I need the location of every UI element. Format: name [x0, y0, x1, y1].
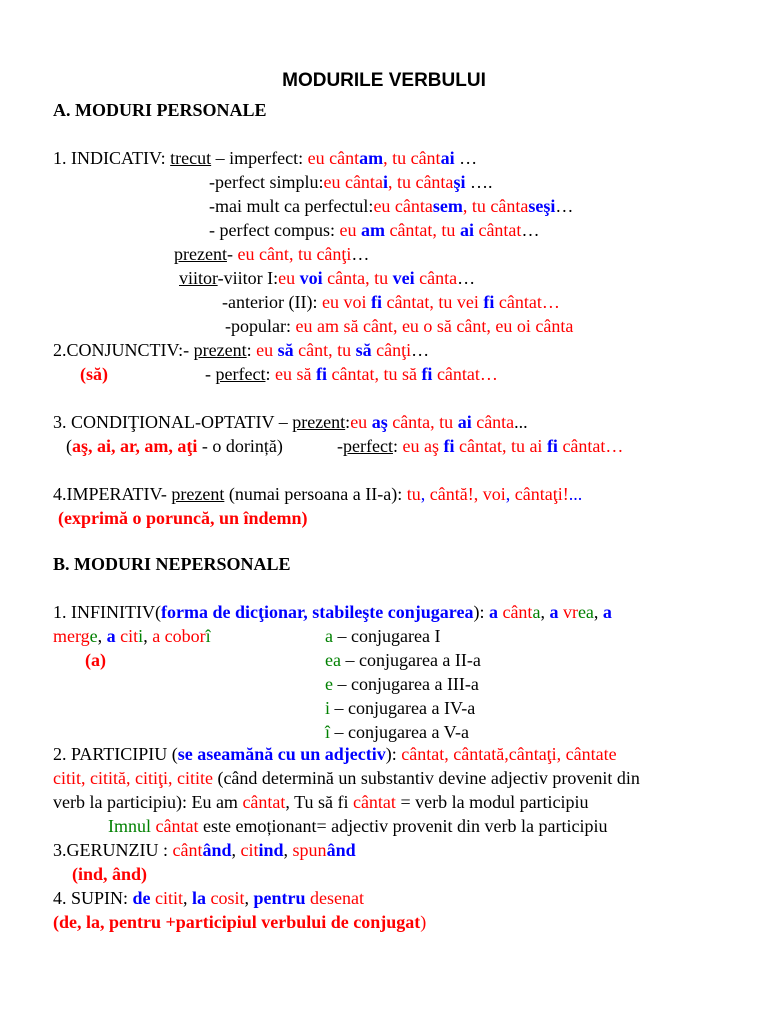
text-run: cântat [242, 792, 286, 812]
text-run: eu am să cânt, eu o să cânt, eu oi cânta [295, 316, 574, 336]
text-run: spun [292, 840, 327, 860]
text-run: e [89, 626, 98, 646]
conjunctiv-perfect-line [205, 363, 498, 385]
text-run: (de, la, pentru +participiul verbului de conjugat [53, 912, 421, 932]
text-run: să [355, 340, 372, 360]
text-run: – conjugarea a II-a [340, 650, 481, 670]
text-run: eu cânta [373, 196, 433, 216]
text-run: … [457, 268, 476, 288]
infinitiv-marker [85, 649, 106, 671]
participiu-line-1 [53, 743, 617, 765]
text-run: ... [568, 484, 583, 504]
text-run: 1. INDICATIV: [53, 148, 171, 168]
indicativ-perfect-simplu-line [209, 171, 492, 193]
text-run: a cobor [152, 626, 206, 646]
text-run: trecut [170, 148, 212, 168]
text-run: eu [339, 220, 361, 240]
text-run: î [325, 722, 331, 742]
text-run: cântat, tu [384, 220, 460, 240]
text-run: aş [371, 412, 388, 432]
text-run: (numai persoana a II-a): [224, 484, 407, 504]
text-run: vr [558, 602, 578, 622]
text-run: - [226, 244, 238, 264]
text-run: -viitor I: [217, 268, 279, 288]
text-run: – conjugarea a IV-a [330, 698, 476, 718]
text-run: ând [326, 840, 356, 860]
text-run: , [283, 840, 293, 860]
indicativ-mai-mult-ca-perfectul-line [209, 195, 573, 217]
text-run: a [602, 602, 612, 622]
gerunziu-marker [72, 863, 147, 885]
text-run: … [555, 196, 574, 216]
text-run: 2.CONJUNCTIV:- [53, 340, 194, 360]
text-run: a [549, 602, 559, 622]
text-run: = verb la modul participiu [395, 792, 589, 812]
text-run: cântat, cântată,cântaţi, cântate [401, 744, 617, 764]
text-run: ai [459, 220, 474, 240]
text-run: eu cânta [323, 172, 383, 192]
text-run: -anterior (II): [222, 292, 322, 312]
text-run: ): [385, 744, 402, 764]
text-run: (când determină un substantiv devine adjectiv provenit din [212, 768, 640, 788]
text-run: … [411, 340, 430, 360]
text-run: -mai mult ca perfectul: [209, 196, 374, 216]
conjugare-iv-line [325, 697, 475, 719]
text-run: se aseamănă cu un adjectiv [177, 744, 386, 764]
text-run: e [325, 674, 333, 694]
text-run: ea [577, 602, 594, 622]
text-run: (exprimă o poruncă, un îndemn) [58, 508, 308, 528]
text-run: , [143, 626, 153, 646]
text-run: : [265, 364, 275, 384]
text-run: citit [150, 888, 184, 908]
infinitiv-line-1 [53, 601, 612, 623]
text-run: tu [406, 484, 421, 504]
infinitiv-line-2 [53, 625, 211, 647]
conjunctiv-marker [80, 363, 108, 385]
text-run: (să) [80, 364, 108, 384]
text-run: cânt [497, 602, 533, 622]
text-run: de [132, 888, 151, 908]
text-run: seşi [528, 196, 556, 216]
text-run: … [521, 220, 540, 240]
text-run: cântat… [557, 436, 624, 456]
text-run: 4.IMPERATIV- [53, 484, 172, 504]
text-run: cânt, tu [293, 340, 356, 360]
text-run: eu cânt [307, 148, 360, 168]
text-run: ând [202, 840, 232, 860]
participiu-line-4 [108, 815, 608, 837]
indicativ-viitor-popular-line [225, 315, 573, 337]
text-run: ... [514, 412, 528, 432]
indicativ-imperfect-line [53, 147, 477, 169]
text-run: cântat [473, 220, 522, 240]
text-run: i [382, 172, 388, 192]
text-run: să [277, 340, 294, 360]
text-run: cântat… [432, 364, 498, 384]
text-run: cântă!, voi [425, 484, 506, 504]
text-run: eu [256, 340, 278, 360]
text-run: am [360, 220, 385, 240]
supin-note [53, 911, 426, 933]
text-run: fi [421, 364, 433, 384]
text-run: pentru [253, 888, 306, 908]
text-run: -popular: [225, 316, 296, 336]
text-run: cântat [352, 792, 396, 812]
text-run: , [505, 484, 511, 504]
text-run: prezent [171, 484, 225, 504]
text-run: este emoționant= adjectiv provenit din verb la participiu [198, 816, 608, 836]
text-run: - [337, 436, 343, 456]
text-run: cântat, tu să [326, 364, 422, 384]
text-run: (a) [85, 650, 106, 670]
text-run: î [205, 626, 211, 646]
text-run: cânta [471, 412, 515, 432]
text-run: şi [453, 172, 466, 192]
indicativ-viitor-anterior-line [222, 291, 560, 313]
text-run: A. MODURI PERSONALE [53, 100, 267, 120]
text-run: eu voi [321, 292, 371, 312]
section-heading-moduri-nepersonale [53, 553, 291, 575]
text-run: ( [66, 436, 72, 456]
supin-line [53, 887, 364, 909]
conditional-optativ-prezent-line [53, 411, 528, 433]
page-title: MODURILE VERBULUI [282, 70, 486, 91]
text-run: ea [325, 650, 341, 670]
text-run: cit [240, 840, 259, 860]
text-run: cântat, tu ai [454, 436, 547, 456]
text-run: cânta [414, 268, 458, 288]
text-run: prezent [174, 244, 227, 264]
text-run: - [205, 364, 216, 384]
text-run: eu cânt, tu cânţi [237, 244, 352, 264]
text-run: a [106, 626, 116, 646]
text-run: citit, citită, citiţi, citite [53, 768, 213, 788]
text-run: a [325, 626, 333, 646]
text-run: – conjugarea I [333, 626, 441, 646]
text-run: cântat [155, 816, 199, 836]
section-heading-moduri-personale [53, 99, 267, 121]
text-run: ai [457, 412, 472, 432]
imperativ-note [58, 507, 308, 529]
text-run: , [231, 840, 241, 860]
text-run: forma de dicţionar, stabileşte conjugarea [160, 602, 474, 622]
indicativ-viitor-line [179, 267, 475, 289]
text-run: 3.GERUNZIU : [53, 840, 173, 860]
participiu-line-3 [53, 791, 589, 813]
indicativ-perfect-compus-line [209, 219, 539, 241]
text-run: eu [278, 268, 300, 288]
conjugare-v-line [325, 721, 469, 743]
text-run: cânta, tu [322, 268, 393, 288]
text-run: , [244, 888, 254, 908]
text-run: a [488, 602, 498, 622]
text-run: fi [483, 292, 495, 312]
text-run: 2. PARTICIPIU ( [53, 744, 178, 764]
text-run: la [192, 888, 207, 908]
text-run: eu să [274, 364, 316, 384]
text-run: ): [473, 602, 489, 622]
text-run: B. MODURI NEPERSONALE [53, 554, 291, 574]
conditional-optativ-perfect-line [337, 435, 623, 457]
text-run: …. [465, 172, 493, 192]
text-run: , [593, 602, 603, 622]
text-run: cântat… [494, 292, 560, 312]
text-run: , [420, 484, 426, 504]
text-run: voi [299, 268, 323, 288]
text-run: : [345, 412, 351, 432]
text-run: , tu cânt [383, 148, 441, 168]
text-run: prezent [193, 340, 247, 360]
text-run: i [325, 698, 331, 718]
text-run: cânta, tu [387, 412, 458, 432]
text-run: … [351, 244, 370, 264]
text-run: sem [432, 196, 463, 216]
text-run: , [183, 888, 193, 908]
text-run: cânt [172, 840, 203, 860]
text-run: perfect [343, 436, 393, 456]
text-run: cit [115, 626, 139, 646]
text-run: : [246, 340, 257, 360]
text-run: , tu cânta [462, 196, 529, 216]
text-run: Imnul [108, 816, 156, 836]
text-run: 1. INFINITIV( [53, 602, 161, 622]
text-run: – conjugarea a V-a [330, 722, 469, 742]
text-run: eu aş [402, 436, 444, 456]
text-run: fi [370, 292, 382, 312]
text-run: 3. CONDIŢIONAL-OPTATIV – [53, 412, 293, 432]
text-run: cântat, tu vei [381, 292, 484, 312]
conjunctiv-prezent-line [53, 339, 429, 361]
text-run: -perfect simplu: [209, 172, 324, 192]
text-run: a [532, 602, 541, 622]
text-run: perfect [215, 364, 266, 384]
text-run: : [392, 436, 403, 456]
conditional-optativ-markers [66, 435, 283, 457]
text-run: ind [258, 840, 284, 860]
text-run: , tu cânta [387, 172, 454, 192]
conjugare-iii-line [325, 673, 479, 695]
conjugare-ii-line [325, 649, 481, 671]
text-run: – conjugarea a III-a [333, 674, 479, 694]
text-run: , Tu să fi [285, 792, 353, 812]
text-run: – imperfect: [211, 148, 308, 168]
gerunziu-line [53, 839, 356, 861]
text-run: cosit [206, 888, 245, 908]
text-run: 4. SUPIN: [53, 888, 133, 908]
text-run: ) [420, 912, 427, 932]
text-run: i [138, 626, 144, 646]
text-run: aş, ai, ar, am, aţi [72, 436, 198, 456]
imperativ-prezent-line [53, 483, 582, 505]
text-run: cânţi [371, 340, 412, 360]
participiu-line-2 [53, 767, 640, 789]
text-run: viitor [179, 268, 218, 288]
text-run: desenat [305, 888, 365, 908]
text-run: cântaţi! [510, 484, 569, 504]
text-run: am [359, 148, 384, 168]
text-run: fi [315, 364, 327, 384]
text-run: prezent [292, 412, 346, 432]
text-run: fi [443, 436, 455, 456]
text-run: vei [392, 268, 415, 288]
text-run: merg [53, 626, 90, 646]
text-run: , [540, 602, 550, 622]
text-run: … [454, 148, 478, 168]
text-run: (ind, ând) [72, 864, 148, 884]
text-run: fi [546, 436, 558, 456]
text-run: ai [440, 148, 455, 168]
text-run: - o dorință) [197, 436, 283, 456]
indicativ-prezent-line [174, 243, 369, 265]
conjugare-i-line [325, 625, 440, 647]
text-run: eu [350, 412, 372, 432]
text-run: - perfect compus: [209, 220, 340, 240]
text-run: , [97, 626, 107, 646]
text-run: verb la participiu): Eu am [53, 792, 243, 812]
